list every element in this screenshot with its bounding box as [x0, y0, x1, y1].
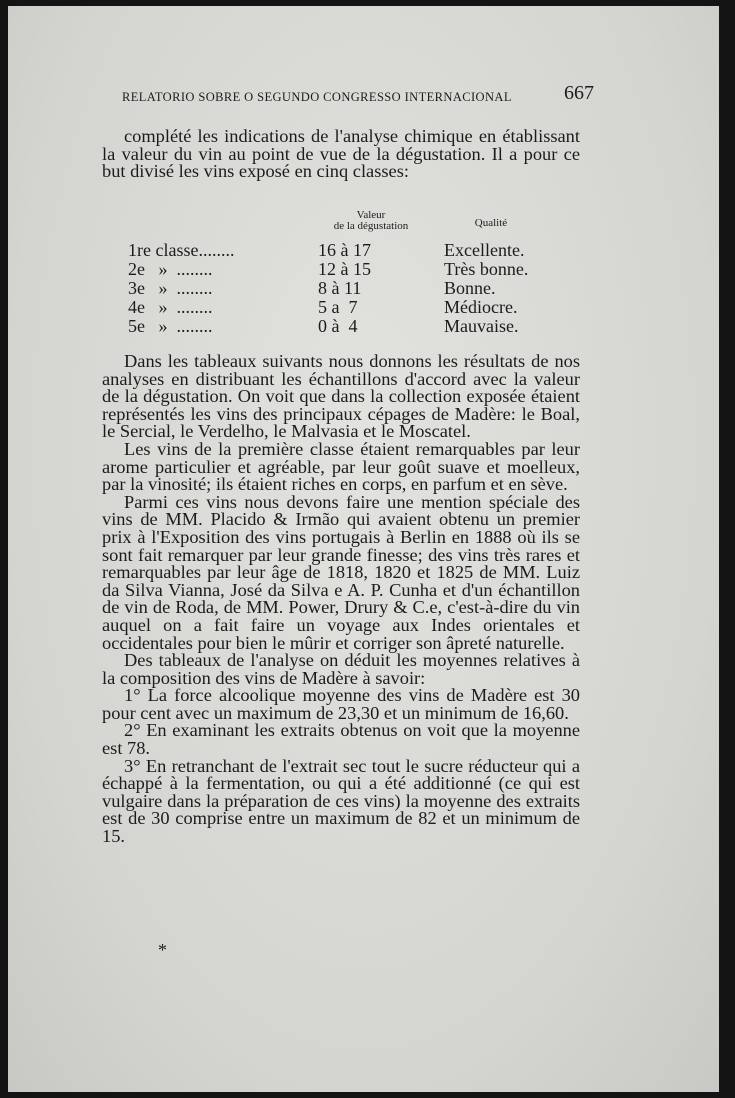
- quality-label: Très bonne.: [444, 259, 529, 279]
- intro-paragraph: [102, 128, 580, 181]
- value-column-header: [326, 210, 416, 232]
- quality-label: Excellente.: [444, 240, 525, 260]
- quality-column-header: Qualité: [474, 217, 508, 229]
- tasting-value: 8 à 11: [318, 278, 362, 298]
- quality-label: Bonne.: [444, 278, 496, 298]
- document-page: [8, 6, 719, 1092]
- paragraph: 3° En retranchant de l'extrait sec tout le sucre réducteur qui a échappé à la fermentation, ou qui a été additionné (ce qui est vulgaire dans la préparation de ces vins) la moyenne des extraits est de 30 comprise entre un maximum de 82 et un minimum de 15.: [102, 755, 580, 847]
- paragraph: Dans les tableaux suivants nous donnons les résultats de nos analyses en distribuant les échantillons d'accord avec la valeur de la dégustation. On voit que dans la collection exposée étaient représentés les vins des principaux cépages de Madère: le Boal, le Sercial, le Verdelho, le Malvasia et le Moscatel.: [102, 351, 580, 442]
- table-row: [8, 260, 719, 279]
- paragraph: 1° La force alcoolique moyenne des vins de Madère est 30 pour cent avec un maximum de 23,30 et un minimum de 16,60.: [102, 685, 580, 723]
- paragraph: Des tableaux de l'analyse on déduit les moyennes relatives à la composition des vins de Madère à savoir:: [102, 650, 580, 688]
- intro-text: complété les indications de l'analyse chimique en établissant la valeur du vin au point de vue de la dégustation. Il a pour ce but divisé les vins exposé en cinq classes:: [102, 126, 580, 182]
- body-text: [102, 353, 580, 846]
- tasting-value: 5 a 7: [318, 297, 358, 317]
- table-row: [8, 317, 719, 336]
- running-header: [122, 82, 594, 105]
- footer-ornament: *: [158, 940, 167, 960]
- paragraph: Les vins de la première classe étaient remarquables par leur arome particulier et agréable, par leur goût suave et moelleux, par la vinosité; ils étaient riches en corps, en parfum et en sève.: [102, 438, 580, 495]
- class-label: 5e » ........: [128, 316, 213, 336]
- tasting-value: 16 à 17: [318, 240, 371, 260]
- value-header-line1: Valeur: [356, 209, 386, 221]
- table-row: [8, 279, 719, 298]
- tasting-value: 12 à 15: [318, 259, 371, 279]
- class-label: 4e » ........: [128, 297, 213, 317]
- class-label: 2e » ........: [128, 259, 213, 279]
- quality-label: Médiocre.: [444, 297, 518, 317]
- quality-label: Mauvaise.: [444, 316, 519, 336]
- running-title: RELATORIO SOBRE O SEGUNDO CONGRESSO INTERNACIONAL: [122, 90, 512, 104]
- table-row: [8, 241, 719, 260]
- page-number: 667: [564, 82, 594, 104]
- paragraph: 2° En examinant les extraits obtenus on voit que la moyenne est 78.: [102, 720, 580, 759]
- value-header-line2: de la dégustation: [333, 220, 409, 232]
- tasting-value: 0 à 4: [318, 316, 358, 336]
- class-label: 3e » ........: [128, 278, 213, 298]
- table-row: [8, 298, 719, 317]
- class-label: 1re classe........: [128, 240, 235, 260]
- paragraph: Parmi ces vins nous devons faire une mention spéciale des vins de MM. Placido & Irmão qui avaient obtenu un premier prix à l'Exposition des vins portugais à Berlin en 1888 où ils se sont fait remarquer par leur grande finesse; des vins très rares et remarquables par leur âge de 1818, 1820 et 1825 de MM. Luiz da Silva Vianna, José da Silva e A. P. Cunha et d'un échantillon de vin de Roda, de MM. Power, Drury & C.e, c'est-à-dire du vin auquel on a fait faire un voyage aux Indes orientales et occidentales pour bien le mûrir et corriger son âpreté naturelle.: [102, 491, 580, 653]
